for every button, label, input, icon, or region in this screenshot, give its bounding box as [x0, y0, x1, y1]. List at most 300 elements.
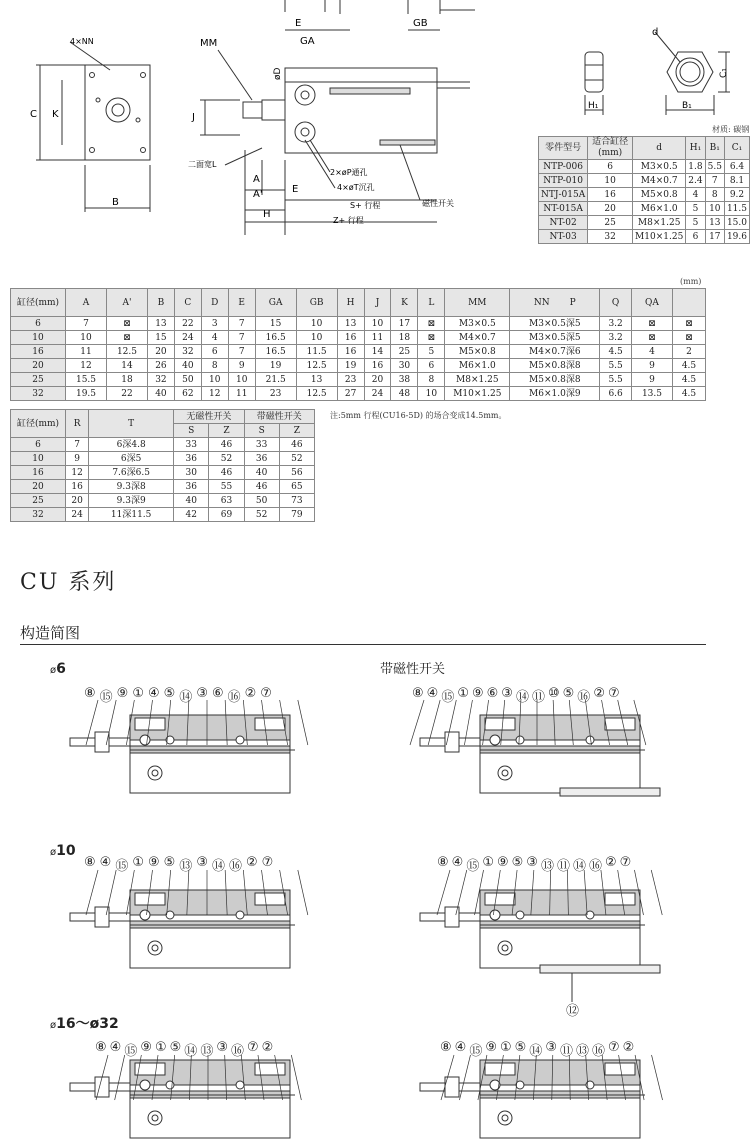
table-cell: 30 [391, 359, 418, 373]
callout-number: ① [132, 855, 144, 870]
header-cell: 带磁性开关 [244, 410, 314, 424]
dimension-table [10, 288, 706, 401]
label-nut-h1: H₁ [588, 101, 599, 111]
table-cell: 11 [66, 345, 107, 359]
bore-size: 10 [56, 843, 76, 859]
callout-number: ⑮ [466, 859, 480, 874]
table-cell: 6.4 [724, 160, 749, 174]
table-cell: 42 [174, 508, 209, 522]
table-cell: 4 [686, 188, 705, 202]
table-cell: 18 [106, 373, 147, 387]
table-cell: 19.6 [724, 230, 749, 244]
table-cell: 27 [337, 387, 364, 401]
header-cell: d [633, 137, 686, 160]
table-cell: NT-02 [539, 216, 588, 230]
table-cell: 10 [296, 317, 337, 331]
table-row [11, 387, 706, 401]
series-title: CU 系列 [20, 570, 117, 595]
header-cell [673, 289, 706, 317]
callout-number: ⑪ [559, 1044, 573, 1059]
table-cell: M5×0.8 [633, 188, 686, 202]
table-cell: 9 [631, 359, 672, 373]
callout-number: ③ [216, 1040, 228, 1055]
table-cell: 12 [66, 466, 89, 480]
table-header-row [11, 410, 315, 424]
callout-number: ⑮ [441, 690, 455, 705]
header-cell: C [174, 289, 201, 317]
table-cell: 23 [255, 387, 296, 401]
table-cell: M5×0.8 [445, 345, 510, 359]
table-cell: 6深4.8 [89, 438, 174, 452]
label-gb: GB [413, 18, 428, 29]
header-cell: GA [255, 289, 296, 317]
header-cell: T [89, 410, 174, 438]
header-cell: H₁ [686, 137, 705, 160]
callout-number: ⑨ [140, 1040, 152, 1055]
table-cell: 40 [174, 359, 201, 373]
table-row [11, 317, 706, 331]
table-cell: 9 [228, 359, 255, 373]
table-cell: 16 [364, 359, 391, 373]
callout-number: ⑦ [619, 855, 632, 870]
table-cell: M3×0.5 [633, 160, 686, 174]
table-cell: 15 [255, 317, 296, 331]
table-cell: 16 [66, 480, 89, 494]
table-cell: 10 [705, 202, 724, 216]
callout-number: ⑭ [179, 690, 193, 705]
label-s-stroke: S+ 行程 [350, 201, 381, 210]
table-cell: M10×1.25 [633, 230, 686, 244]
table-cell: 40 [174, 494, 209, 508]
callout-number: ⑮ [115, 859, 129, 874]
table-cell: M3×0.5深5 [510, 317, 600, 331]
table-cell: 32 [11, 387, 66, 401]
bore-label-6 [50, 661, 66, 677]
table-cell: 50 [244, 494, 279, 508]
label-z-stroke: Z+ 行程 [333, 216, 364, 225]
header-cell: A' [106, 289, 147, 317]
callout-number: ④ [451, 855, 464, 870]
table-cell: M5×0.8深8 [510, 373, 600, 387]
cross-section-drawings [0, 680, 750, 1147]
table-cell: 6 [588, 160, 633, 174]
callout-row-10-left [84, 855, 273, 874]
table-cell: 12.5 [106, 345, 147, 359]
callout-row-16-left [95, 1040, 273, 1059]
header-cell: K [391, 289, 418, 317]
table-cell: M6×1.0 [445, 359, 510, 373]
callout-number: ② [605, 855, 617, 870]
header-nn: NN [533, 297, 550, 308]
header-cell: 适合缸径(mm) [588, 137, 633, 160]
table-cell: 16 [11, 345, 66, 359]
table-cell: 10 [296, 331, 337, 345]
callout-number: ④ [147, 686, 160, 701]
table-row [539, 174, 750, 188]
header-cell: Z [209, 424, 244, 438]
table-cell: 10 [418, 387, 445, 401]
table-cell: 16 [337, 331, 364, 345]
table-cell: 4 [631, 345, 672, 359]
table-cell: 9.3深9 [89, 494, 174, 508]
callout-number: ④ [109, 1040, 122, 1055]
header-cell [510, 289, 600, 317]
table-cell: 19.5 [66, 387, 107, 401]
callout-number: ⑮ [99, 690, 113, 705]
table-cell: 33 [244, 438, 279, 452]
table-cell: 4.5 [673, 387, 706, 401]
callout-number: ⑤ [163, 686, 176, 701]
callout-number: ⑭ [211, 859, 225, 874]
header-cell: A [66, 289, 107, 317]
table-cell: 21.5 [255, 373, 296, 387]
table-cell: 11.5 [296, 345, 337, 359]
callout-number: ⑯ [230, 1044, 244, 1059]
header-cell: Q [600, 289, 632, 317]
callout-number: ② [261, 1040, 274, 1055]
table-cell: 12.5 [296, 387, 337, 401]
table-row [539, 230, 750, 244]
bore-prefix: ø [50, 1020, 57, 1031]
callout-number: ⑦ [260, 686, 272, 701]
table-cell: 5.5 [705, 160, 724, 174]
label-flat: 二面宽L [188, 160, 217, 169]
table-cell: 20 [11, 480, 66, 494]
callout-number: ⑦ [607, 686, 620, 701]
header-cell: L [418, 289, 445, 317]
material-label: 材质: 碳钢 [712, 125, 750, 134]
header-cell: MM [445, 289, 510, 317]
table-cell: 6 [201, 345, 228, 359]
table-row [11, 438, 315, 452]
table-row [11, 345, 706, 359]
callout-number: ⑭ [572, 859, 586, 874]
table-cell: 65 [279, 480, 314, 494]
table-cell: 19 [255, 359, 296, 373]
table-cell: 25 [11, 373, 66, 387]
table-cell: M8×1.25 [445, 373, 510, 387]
bore-prefix: ø [50, 847, 57, 858]
label-hole-t: 4×øT沉孔 [337, 183, 375, 192]
table-cell: 23 [337, 373, 364, 387]
table-cell: 4.5 [673, 359, 706, 373]
table-cell: 7 [228, 331, 255, 345]
table-row [11, 494, 315, 508]
table-cell: 8 [418, 373, 445, 387]
table-cell: 20 [147, 345, 174, 359]
table-cell: 1.8 [686, 160, 705, 174]
header-cell: B₁ [705, 137, 724, 160]
table-cell: M4×0.7 [633, 174, 686, 188]
callout-number: ① [482, 855, 494, 870]
label-c: C [30, 109, 37, 120]
table-cell: 5 [686, 216, 705, 230]
table-cell: 25 [588, 216, 633, 230]
table-cell: 7 [66, 317, 107, 331]
table-cell: 6.6 [600, 387, 632, 401]
table-cell: 4 [201, 331, 228, 345]
label-switch: 磁性开关 [422, 199, 454, 208]
callout-number: ③ [196, 855, 208, 870]
callout-number: ⑥ [486, 686, 499, 701]
bore-size: 6 [56, 661, 66, 677]
table-cell: M8×1.25 [633, 216, 686, 230]
table-cell: NT-015A [539, 202, 588, 216]
callout-number: ⑬ [540, 859, 554, 874]
table-cell: 15 [147, 331, 174, 345]
table-cell: 52 [244, 508, 279, 522]
table-cell: 10 [66, 331, 107, 345]
table-cell: 6深5 [89, 452, 174, 466]
callout-number: ⑪ [556, 859, 570, 874]
table-row [11, 331, 706, 345]
table-cell: 13 [296, 373, 337, 387]
callout-number: ⑧ [437, 855, 449, 870]
callout-number: ⑥ [211, 686, 224, 701]
table-cell: 25 [11, 494, 66, 508]
callout-number: ⑧ [84, 855, 96, 870]
table-cell: M6×1.0深9 [510, 387, 600, 401]
callout-row-6-right [412, 686, 620, 705]
table-cell: 6 [686, 230, 705, 244]
header-cell: 无磁性开关 [174, 410, 244, 424]
table-header-row [11, 289, 706, 317]
table-cell: 13.5 [631, 387, 672, 401]
table-cell: NTJ-015A [539, 188, 588, 202]
table-cell: 50 [174, 373, 201, 387]
header-cell: 缸径(mm) [11, 410, 66, 438]
table-cell: 10 [228, 373, 255, 387]
header-cell: D [201, 289, 228, 317]
table-cell: 7 [66, 438, 89, 452]
callout-number: ① [154, 1040, 167, 1055]
label-d: øD [273, 67, 283, 80]
table-cell: NTP-006 [539, 160, 588, 174]
table-cell: 52 [209, 452, 244, 466]
table-cell: 6 [11, 317, 66, 331]
table-row [11, 359, 706, 373]
table-cell: 9.3深8 [89, 480, 174, 494]
table-cell: 5.5 [600, 373, 632, 387]
table-cell: 10 [588, 174, 633, 188]
label-a: A [253, 174, 260, 185]
table-cell: 36 [244, 452, 279, 466]
table-row [11, 452, 315, 466]
table-cell: 25 [391, 345, 418, 359]
table-cell: 2.4 [686, 174, 705, 188]
callout-number: ② [244, 686, 257, 701]
table-cell: 52 [279, 452, 314, 466]
table-cell: ⊠ [631, 317, 672, 331]
table-cell: 15.0 [724, 216, 749, 230]
table-cell: NT-03 [539, 230, 588, 244]
table-cell: M4×0.7 [445, 331, 510, 345]
callout-number: ⑦ [608, 1040, 620, 1055]
label-a-prime: A' [253, 189, 263, 200]
header-cell: H [337, 289, 364, 317]
table-cell: 16.5 [255, 345, 296, 359]
callout-number: ① [499, 1040, 512, 1055]
callout-number: ⑤ [169, 1040, 182, 1055]
table-cell: M5×0.8深8 [510, 359, 600, 373]
callout-row-10-right [437, 855, 631, 874]
header-p: P [569, 297, 576, 308]
callout-number: ⑤ [514, 1040, 527, 1055]
table-cell: 40 [147, 387, 174, 401]
header-cell: QA [631, 289, 672, 317]
table-cell: 2 [673, 345, 706, 359]
callout-number: ⑯ [227, 690, 241, 705]
callout-number: ⑨ [496, 855, 509, 870]
callout-number: ③ [526, 855, 538, 870]
table-cell: ⊠ [106, 331, 147, 345]
callout-number: ⑪ [531, 690, 545, 705]
table-cell: 20 [11, 359, 66, 373]
callout-row-16-right [440, 1040, 634, 1059]
table-cell: 3 [201, 317, 228, 331]
callout-number: ⑦ [247, 1040, 259, 1055]
table-cell: NTP-010 [539, 174, 588, 188]
header-cell: J [364, 289, 391, 317]
label-e-side: E [292, 184, 299, 195]
table-cell: 11.5 [724, 202, 749, 216]
table-cell: 79 [279, 508, 314, 522]
table-cell: 3.2 [600, 317, 632, 331]
table-cell: 40 [244, 466, 279, 480]
table-cell: M6×1.0 [633, 202, 686, 216]
table-cell: 16 [588, 188, 633, 202]
table-cell: 7 [228, 317, 255, 331]
table-row [539, 216, 750, 230]
table-cell: 11 [228, 387, 255, 401]
callout-number: ⑬ [575, 1044, 589, 1059]
table-row [11, 466, 315, 480]
table-cell: M3×0.5深5 [510, 331, 600, 345]
table-cell: 62 [174, 387, 201, 401]
callout-number: ⑨ [116, 686, 129, 701]
callout-number: ④ [99, 855, 112, 870]
table-cell: 46 [244, 480, 279, 494]
callout-number: ② [622, 1040, 635, 1055]
label-b: B [112, 197, 119, 208]
header-cell: GB [296, 289, 337, 317]
header-cell: R [66, 410, 89, 438]
table-cell: 16 [337, 345, 364, 359]
table-cell: 12 [66, 359, 107, 373]
callout-number: ③ [545, 1040, 557, 1055]
nut-table [538, 136, 750, 244]
callout-number: ⑯ [577, 690, 591, 705]
bore-size: 16～ø32 [56, 1016, 119, 1032]
callout-number: ⑨ [485, 1040, 497, 1055]
table-cell: 8 [201, 359, 228, 373]
table-cell: 11深11.5 [89, 508, 174, 522]
callout-number: ⑯ [589, 859, 603, 874]
label-hole-p: 2×øP通孔 [330, 168, 368, 177]
header-cell: B [147, 289, 174, 317]
callout-number: ④ [426, 686, 439, 701]
table-cell: ⊠ [418, 317, 445, 331]
header-cell: S [174, 424, 209, 438]
table-cell: 7 [705, 174, 724, 188]
switch-title: 带磁性开关 [380, 662, 446, 677]
table-cell: 4.5 [673, 373, 706, 387]
table-cell: 9.2 [724, 188, 749, 202]
section-title: 构造简图 [20, 624, 81, 642]
table-cell: 22 [174, 317, 201, 331]
table-cell: 63 [209, 494, 244, 508]
table-cell: 26 [147, 359, 174, 373]
callout-number: ⑧ [84, 686, 96, 701]
callout-number: ① [457, 686, 469, 701]
callout-number: ③ [501, 686, 513, 701]
callout-number: ⑭ [184, 1044, 198, 1059]
table-cell: 69 [209, 508, 244, 522]
label-nut-c1: C₁ [719, 68, 729, 78]
table-cell: 33 [174, 438, 209, 452]
table-cell: 20 [364, 373, 391, 387]
table-cell: ⊠ [673, 317, 706, 331]
table-cell: 5 [418, 345, 445, 359]
callout-number: ⑧ [95, 1040, 107, 1055]
table-cell: 10 [364, 317, 391, 331]
header-cell: S [244, 424, 279, 438]
table-cell: 8.1 [724, 174, 749, 188]
callout-number: ⑮ [469, 1044, 483, 1059]
table-cell: 4.5 [600, 345, 632, 359]
table-row [11, 480, 315, 494]
label-nut-d: d [652, 27, 659, 38]
label-e-top: E [295, 18, 302, 29]
table-cell: 16.5 [255, 331, 296, 345]
table-row [11, 508, 315, 522]
callout-number: ⑨ [147, 855, 160, 870]
table-cell: 55 [209, 480, 244, 494]
table-cell: 46 [279, 438, 314, 452]
table-cell: 6 [418, 359, 445, 373]
table-cell: 19 [337, 359, 364, 373]
callout-number: ⑯ [228, 859, 242, 874]
table-cell: M10×1.25 [445, 387, 510, 401]
table-cell: 20 [66, 494, 89, 508]
callout-number: ⑯ [592, 1044, 606, 1059]
table-cell: 17 [391, 317, 418, 331]
table-cell: 32 [174, 345, 201, 359]
table-cell: 3.2 [600, 331, 632, 345]
bore-prefix: ø [50, 665, 57, 676]
table-cell: 10 [11, 452, 66, 466]
table-cell: 5 [686, 202, 705, 216]
header-cell: 缸径(mm) [11, 289, 66, 317]
table-header-row [539, 137, 750, 160]
table-cell: 14 [364, 345, 391, 359]
table-cell: M3×0.5 [445, 317, 510, 331]
header-cell: 零件型号 [539, 137, 588, 160]
table-cell: 24 [364, 387, 391, 401]
label-mm: MM [200, 38, 218, 49]
table-row [11, 373, 706, 387]
table-cell: 11 [364, 331, 391, 345]
table-cell: 22 [106, 387, 147, 401]
table-cell: 17 [705, 230, 724, 244]
callout-number: ④ [454, 1040, 467, 1055]
label-ga: GA [300, 36, 315, 47]
callout-number: ⑭ [529, 1044, 543, 1059]
table-row [539, 202, 750, 216]
table-cell: 9 [631, 373, 672, 387]
table-cell: 73 [279, 494, 314, 508]
table-cell: 9 [66, 452, 89, 466]
